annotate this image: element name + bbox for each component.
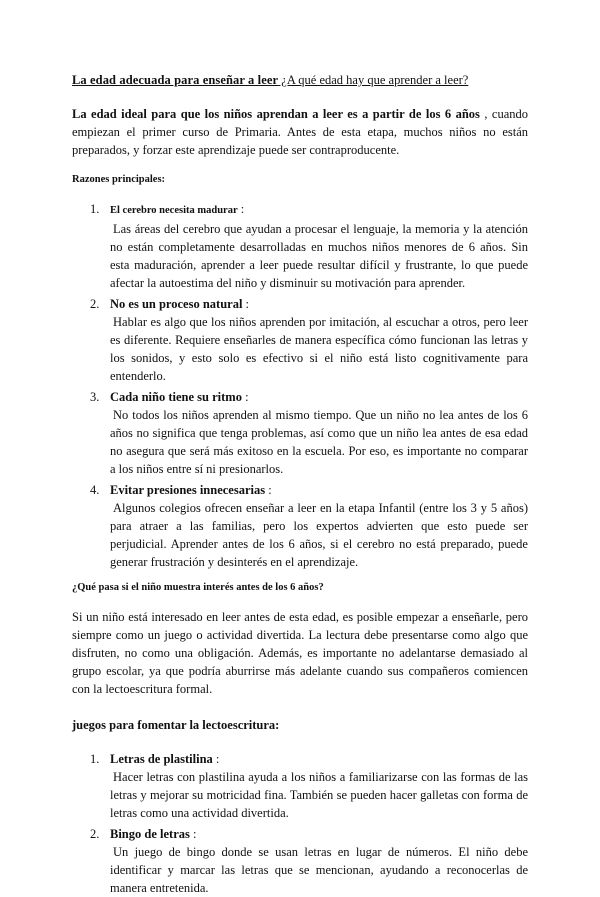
- list-item-suffix: :: [265, 483, 272, 497]
- list-item-title: Bingo de letras: [110, 827, 190, 841]
- list-item: [72, 200, 528, 292]
- list-item-suffix: :: [241, 390, 249, 404]
- games-heading: juegos para fomentar la lectoescritura:: [72, 718, 280, 732]
- list-item-title: El cerebro necesita madurar: [110, 205, 238, 216]
- list-item-body: Algunos colegios ofrecen enseñar a leer en la etapa Infantil (entre los 3 y 5 años) para atraer a las familias, pero los expertos advierten que esto puede ser perjudicial. Aprender antes de los 6 años, si el cerebro no está preparado, puede generar frustración y desinterés en el aprendizaje.: [110, 501, 528, 569]
- list-item-body: Las áreas del cerebro que ayudan a procesar el lenguaje, la memoria y la atención no están completamente desarrolladas en muchos niños menores de 6 años. Sin esta maduración, aprender a leer puede resultar difícil y frustrante, lo que puede afectar la autoestima del niño y disminuir su motivación para aprender.: [110, 222, 528, 290]
- intro-paragraph: [72, 105, 528, 159]
- title-rest: ¿A qué edad hay que aprender a leer?: [278, 73, 469, 87]
- intro-rest: , cuando empiezan el primer curso de Primaria. Antes de esta etapa, muchos niños no están preparados, y forzar este aprendizaje puede ser contraproducente.: [72, 107, 528, 157]
- list-item-suffix: :: [189, 827, 197, 841]
- list-item-suffix: :: [237, 202, 245, 216]
- list-item-suffix: :: [212, 752, 220, 766]
- list-item-body: Hablar es algo que los niños aprenden por imitación, al escuchar a otros, pero leer es diferente. Requiere enseñarles de manera específica cómo funcionan las letras y los sonidos, y esto solo es efectivo si el niño está listo cognitivamente para entenderlo.: [110, 315, 528, 383]
- list-item-title: Letras de plastilina: [110, 752, 213, 766]
- list-item-suffix: :: [242, 297, 250, 311]
- list-item: [72, 825, 528, 897]
- list-item-title: Evitar presiones innecesarias: [110, 483, 266, 497]
- list-item-body: Un juego de bingo donde se usan letras en lugar de números. El niño debe identificar y marcar las letras que se mencionan, ayudando a reconocerlas de manera entretenida.: [110, 845, 528, 895]
- intro-bold: La edad ideal para que los niños aprendan a leer es a partir de los 6 años: [72, 107, 480, 121]
- list-item: [72, 481, 528, 571]
- list-number: 1.: [90, 752, 100, 766]
- list-number: 2.: [90, 297, 100, 311]
- question-paragraph: Si un niño está interesado en leer antes de esta edad, es posible empezar a enseñarle, pero siempre como un juego o actividad divertida. La lectura debe presentarse como algo que disfruten, no como una obligación. Además, es importante no adelantarse demasiado al grupo escolar, ya que podría aburrirse más adelante cuando sus compañeros comiencen con la lectoescritura formal.: [72, 610, 528, 696]
- question-heading: ¿Qué pasa si el niño muestra interés antes de los 6 años?: [72, 582, 324, 593]
- list-item-body: No todos los niños aprenden al mismo tiempo. Que un niño no lea antes de los 6 años no significa que tenga problemas, así como que un niño lea antes de esa edad no asegura que será más exitoso en la escuela. Por eso, es importante no comparar a los niños entre sí ni presionarlos.: [110, 408, 528, 476]
- list-item-title: Cada niño tiene su ritmo: [110, 390, 242, 404]
- reasons-list: [72, 200, 528, 571]
- list-item: [72, 388, 528, 478]
- list-number: 3.: [90, 390, 100, 404]
- list-item: [72, 750, 528, 822]
- list-item-body: Hacer letras con plastilina ayuda a los niños a familiarizarse con las formas de las letras y mejorar su motricidad fina. También se pueden hacer galletas con forma de letras como una actividad divertida.: [110, 770, 528, 820]
- games-list: [72, 750, 528, 897]
- reasons-heading: Razones principales:: [72, 174, 166, 185]
- list-item-title: No es un proceso natural: [110, 297, 243, 311]
- list-number: 2.: [90, 827, 100, 841]
- document-title: [72, 72, 528, 89]
- list-item: [72, 295, 528, 385]
- list-number: 1.: [90, 202, 100, 216]
- list-number: 4.: [90, 483, 100, 497]
- title-bold: La edad adecuada para enseñar a leer: [72, 73, 279, 87]
